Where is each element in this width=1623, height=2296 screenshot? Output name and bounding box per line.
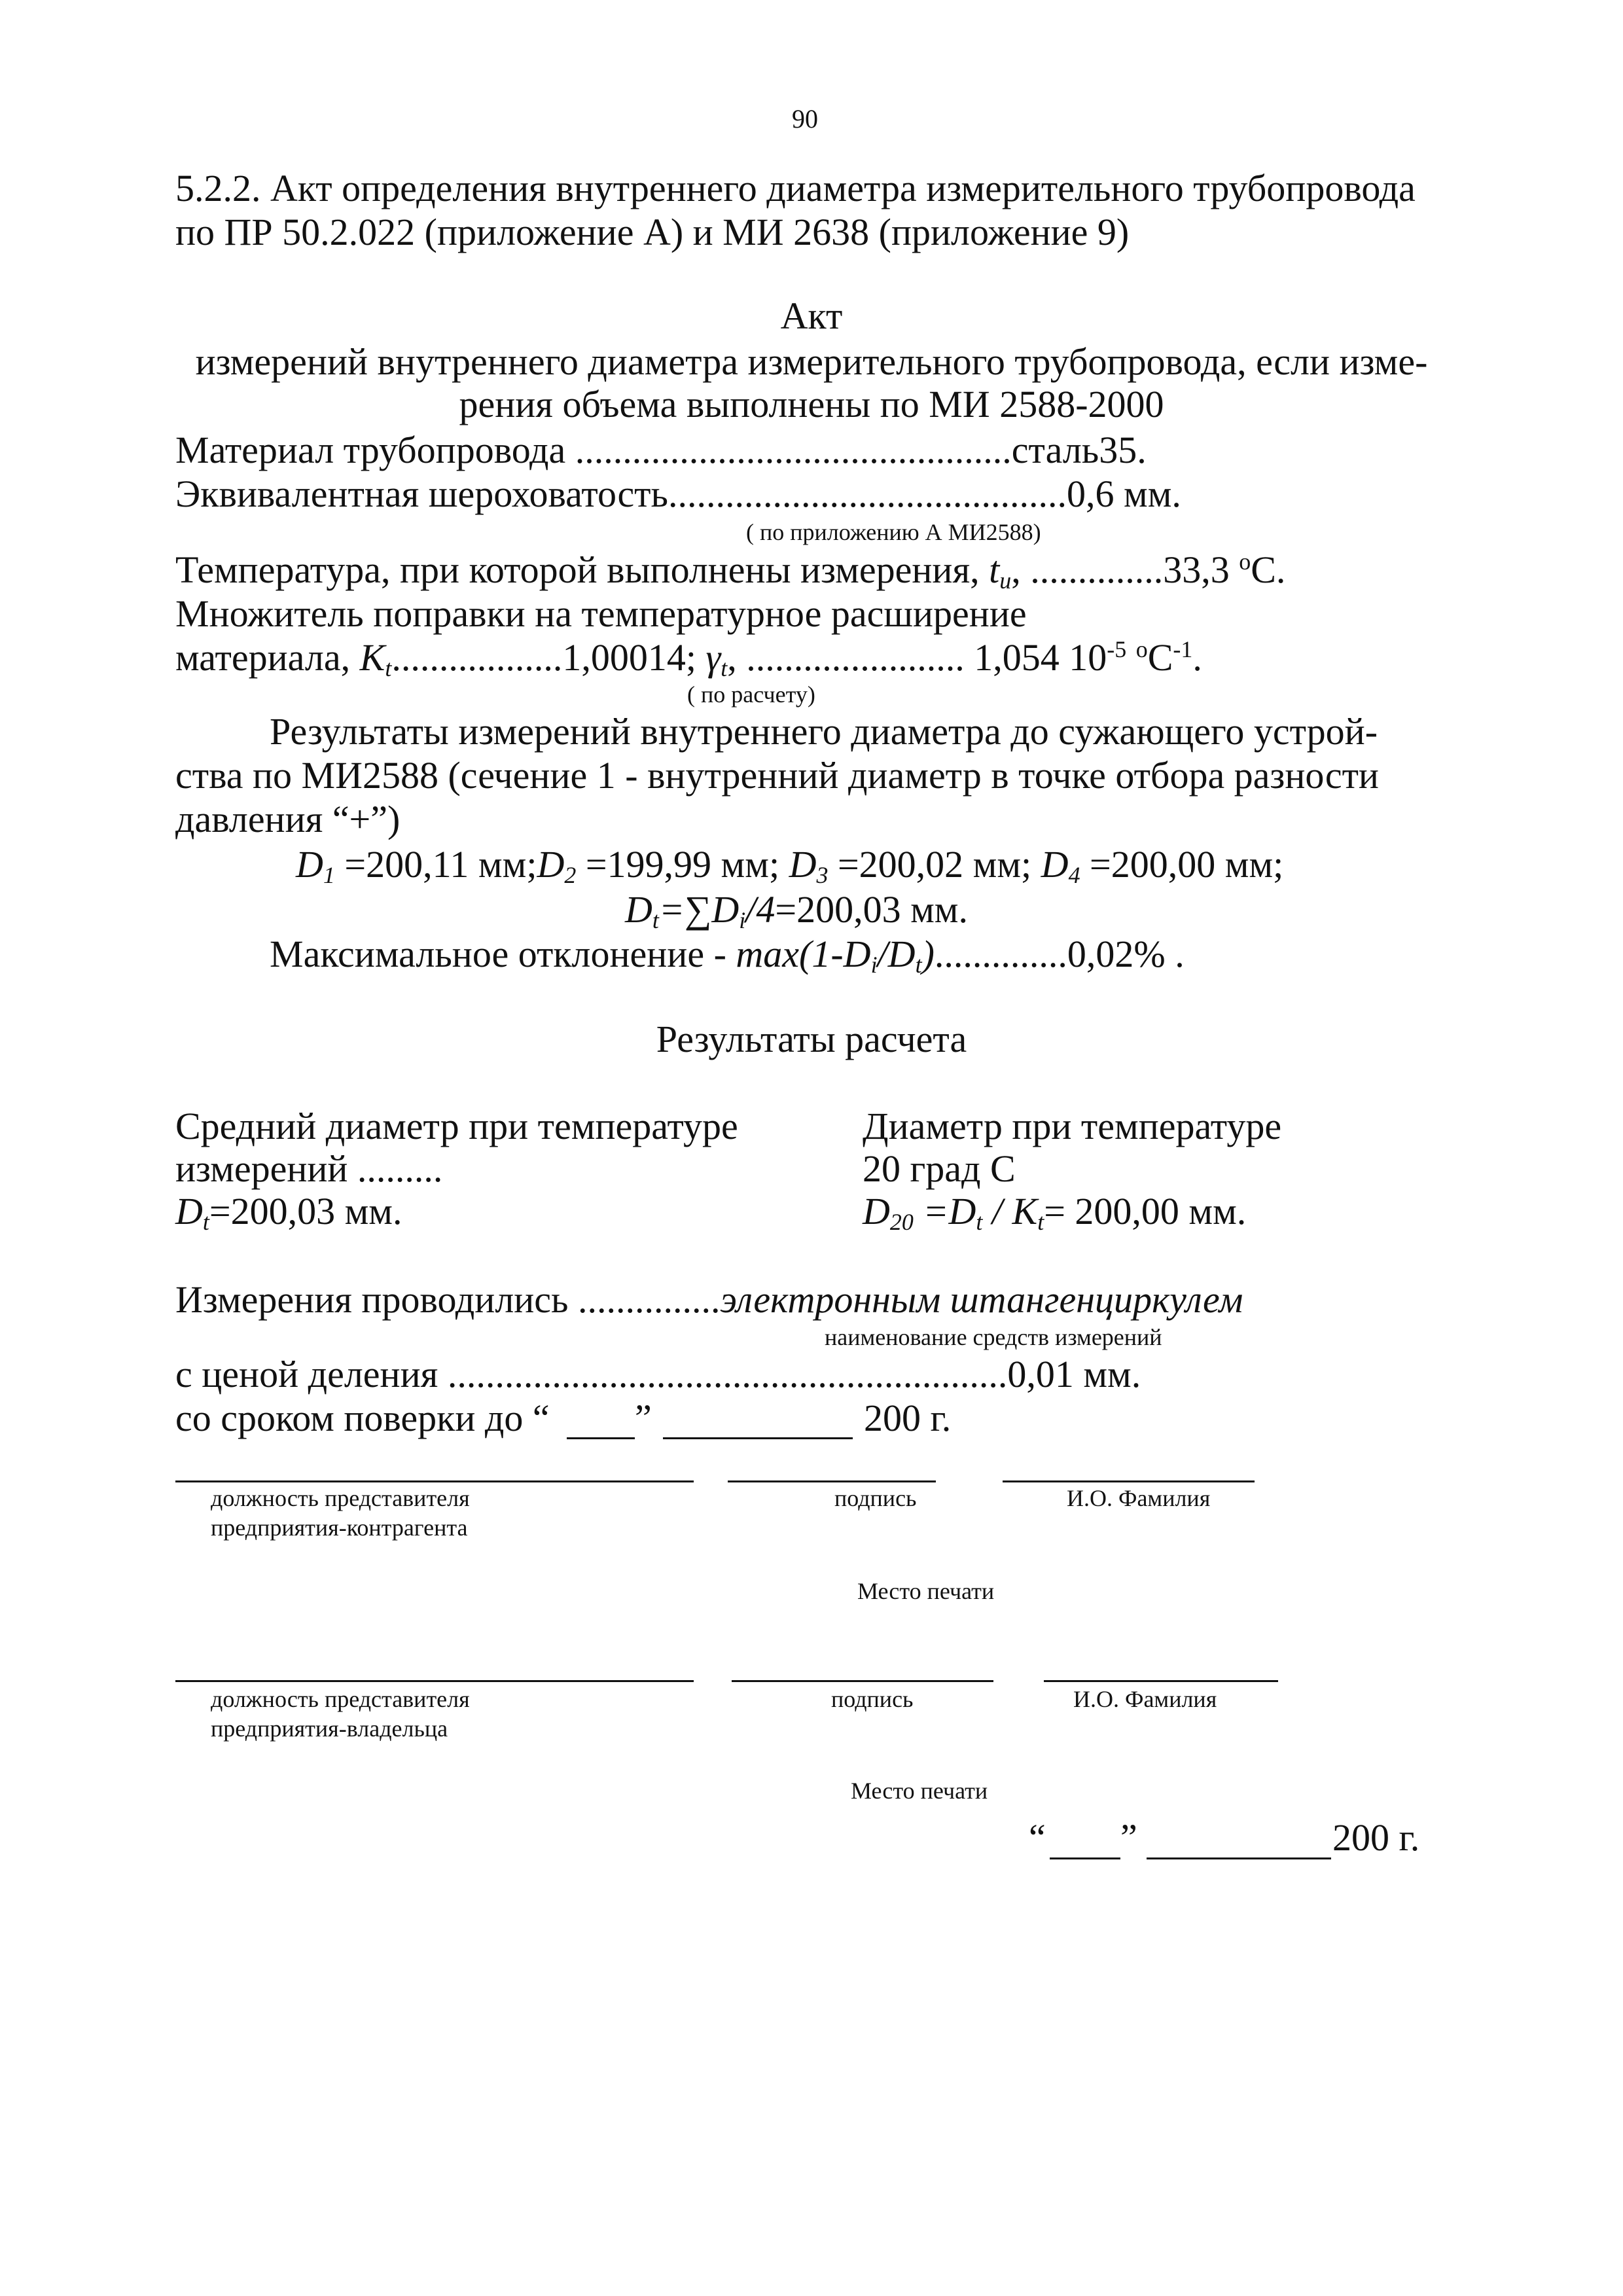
mean-value: =200,03 мм.: [775, 888, 969, 931]
verification-month-blank: [663, 1437, 853, 1439]
max-deviation-dots: ..............: [934, 933, 1067, 975]
measurement-d2: $D_2 =199,99$ мм;: [537, 843, 780, 888]
measurement-d3: $D_3 =200,02$ мм;: [789, 843, 1032, 888]
temperature-label: Температура, при которой выполнены измерения,: [175, 548, 980, 591]
division-line: [175, 1353, 1141, 1397]
calc-right-line2: 20 град С: [863, 1147, 1016, 1190]
material-dots: ..............................................: [575, 429, 1012, 471]
signature-line-2: [732, 1680, 993, 1682]
position-caption-2b: предприятия-владельца: [211, 1715, 448, 1742]
name-line-1: [1003, 1480, 1255, 1482]
gamma-subscript: t: [721, 655, 728, 681]
multiplier-line2: материала, $K_t..................1,00014$; $\gamma_t$, ....................... 1,054 $10^{-5}$ $^oС^{-1}$.: [175, 636, 1202, 681]
division-value: 0,01 мм.: [1007, 1353, 1141, 1395]
gamma-dots: .......................: [746, 636, 965, 679]
section-heading-line1: 5.2.2. Акт определения внутреннего диаметра измерительного трубопровода: [175, 167, 1416, 209]
instrument-dots: ...............: [578, 1278, 721, 1321]
signature-line-1: [728, 1480, 936, 1482]
signature-caption-2: подпись: [831, 1686, 914, 1712]
calc-right-value: = 200,00 мм.: [1044, 1190, 1247, 1232]
max-deviation-formula: $\max(1-D_i/D_t)$: [736, 933, 935, 978]
roughness-dots: ..........................................: [668, 473, 1067, 515]
final-date-close-quote: ”: [1120, 1816, 1137, 1859]
name-caption-2: И.О. Фамилия: [1073, 1686, 1217, 1712]
instrument-note: наименование средств измерений: [825, 1324, 1162, 1350]
k-value: 1,00014;: [562, 636, 696, 679]
max-deviation-value: 0,02% .: [1067, 933, 1185, 975]
instrument-value: электронным штангенциркулем: [720, 1278, 1243, 1321]
gamma-symbol: γ: [705, 636, 721, 679]
temperature-symbol: t: [989, 548, 1000, 591]
mean-formula: $D_t=\sum D_i/4$: [625, 888, 776, 933]
measurement-d4: $D_4 =200,00$ мм;: [1041, 843, 1284, 888]
multiplier-line1: Множитель поправки на температурное расширение: [175, 592, 1027, 635]
temperature-unit: С.: [1251, 548, 1286, 591]
roughness-value: 0,6 мм.: [1066, 473, 1181, 515]
name-caption-1: И.О. Фамилия: [1067, 1485, 1211, 1511]
stamp-place-2: Место печати: [851, 1778, 988, 1804]
gamma-exponent: -5: [1107, 636, 1127, 663]
verification-year: 200 г.: [864, 1397, 952, 1439]
material-value: сталь35.: [1011, 429, 1147, 471]
results-intro-line2: ства по МИ2588 (сечение 1 - внутренний диаметр в точке отбора разности: [175, 754, 1379, 797]
calc-right-line1: Диаметр при температуре: [863, 1105, 1282, 1147]
mean-diameter-line: [625, 888, 968, 934]
position-caption-2a: должность представителя: [211, 1686, 470, 1712]
temperature-subscript: и: [999, 567, 1012, 594]
max-deviation-line: [270, 933, 1185, 978]
name-line-2: [1044, 1680, 1278, 1682]
section-heading-line2: по ПР 50.2.022 (приложение А) и МИ 2638 (приложение 9): [175, 211, 1130, 253]
temperature-line: Температура, при которой выполнены измерения, $t_и$, ..............33,3 $^o$С.: [175, 548, 1286, 594]
roughness-note: ( по приложению А МИ2588): [746, 519, 1041, 545]
mean-symbol: $D_t$: [175, 1190, 209, 1235]
degree-sign: o: [1135, 636, 1148, 663]
position-line-1: [175, 1480, 694, 1482]
act-subtitle-line2: рения объема выполнены по МИ 2588-2000: [459, 383, 1164, 425]
roughness-label: Эквивалентная шероховатость: [175, 473, 668, 515]
verification-label: со сроком поверки до “: [175, 1397, 550, 1439]
temperature-dots: ..............: [1030, 548, 1164, 591]
roughness-line: [175, 473, 1181, 516]
division-dots: ...........................................................: [447, 1353, 1008, 1395]
verification-day-blank: [567, 1437, 635, 1439]
calc-title: Результаты расчета: [656, 1018, 967, 1060]
calc-right-line3: [863, 1190, 1246, 1236]
instrument-label: Измерения проводились: [175, 1278, 569, 1321]
final-date-year: 200 г.: [1332, 1816, 1420, 1859]
act-title: Акт: [780, 295, 843, 337]
gamma-unit-exponent: -1: [1173, 636, 1193, 663]
final-date-day-blank: [1050, 1857, 1120, 1859]
position-caption-1b: предприятия-контрагента: [211, 1515, 468, 1541]
position-caption-1a: должность представителя: [211, 1485, 470, 1511]
final-date-open-quote: “: [1029, 1816, 1046, 1859]
measurements-line: [296, 843, 1283, 889]
division-label: с ценой деления: [175, 1353, 438, 1395]
k-dots: ..................: [391, 636, 563, 679]
gamma-value: 1,054 10: [974, 636, 1107, 679]
verification-close-quote: ”: [635, 1397, 652, 1439]
material-label: Материал трубопровода: [175, 429, 566, 471]
signature-caption-1: подпись: [834, 1485, 917, 1511]
results-intro-line3: давления “+”): [175, 798, 401, 840]
degree-sign: o: [1239, 548, 1251, 575]
multiplier-label: материала,: [175, 636, 351, 679]
calc-left-line3: [175, 1190, 402, 1236]
stamp-place-1: Место печати: [857, 1578, 995, 1604]
measurement-d1: $D_1 =200,11$ мм;: [296, 843, 537, 888]
gamma-unit: С: [1147, 636, 1173, 679]
calc-left-line2: измерений .........: [175, 1147, 443, 1190]
k-symbol: K: [359, 636, 385, 679]
multiplier-note: ( по расчету): [687, 681, 815, 708]
act-subtitle-line1: измерений внутреннего диаметра измерительного трубопровода, если изме-: [195, 340, 1428, 383]
temperature-value: 33,3: [1163, 548, 1230, 591]
material-line: [175, 429, 1147, 473]
calc-left-value: =200,03 мм.: [209, 1190, 402, 1232]
k-subscript: t: [385, 655, 392, 681]
calc-left-line1: Средний диаметр при температуре: [175, 1105, 738, 1147]
page-number: 90: [792, 104, 818, 134]
max-deviation-label: Максимальное отклонение -: [270, 933, 726, 975]
final-date-month-blank: [1147, 1857, 1331, 1859]
d20-formula: $D_{20} =D_t / K_t$: [863, 1190, 1044, 1235]
position-line-2: [175, 1680, 694, 1682]
instrument-line: [175, 1278, 1243, 1322]
results-intro-line1: Результаты измерений внутреннего диаметра до сужающего устрой-: [270, 710, 1378, 753]
